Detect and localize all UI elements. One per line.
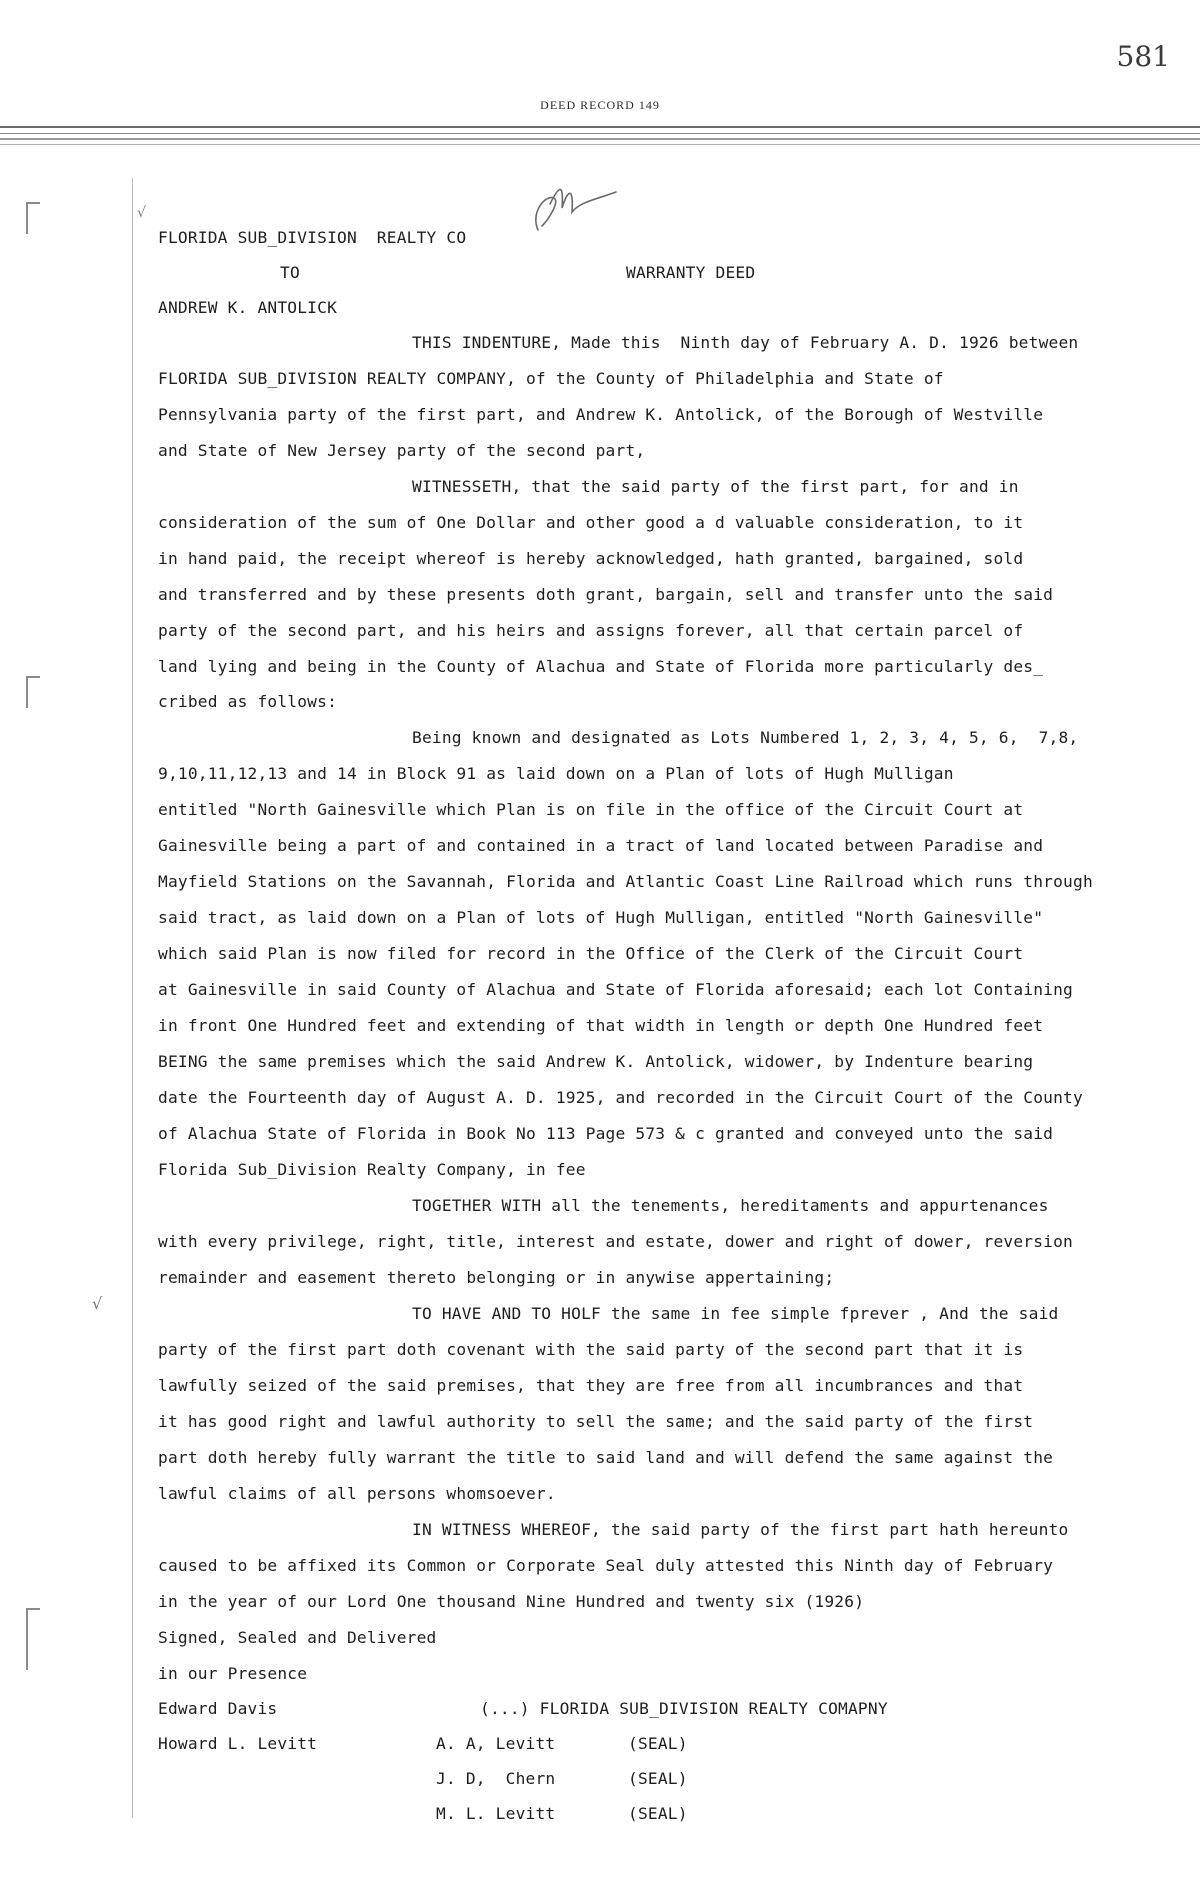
body-line: said tract, as laid down on a Plan of lots of Hugh Mulligan, entitled "North Gainesville" bbox=[158, 908, 1044, 927]
margin-bracket bbox=[26, 202, 40, 234]
header-rule bbox=[0, 138, 1200, 140]
running-head: DEED RECORD 149 bbox=[540, 98, 660, 112]
seal-label: (SEAL) bbox=[628, 1769, 688, 1788]
caption-to: TO bbox=[280, 263, 300, 282]
header-rule bbox=[0, 133, 1200, 134]
body-line: Florida Sub_Division Realty Company, in fee bbox=[158, 1160, 586, 1179]
header-rule bbox=[0, 126, 1200, 128]
body-line: date the Fourteenth day of August A. D. 1925, and recorded in the Circuit Court of the County bbox=[158, 1088, 1083, 1107]
body-line: lawfully seized of the said premises, that they are free from all incumbrances and that bbox=[158, 1376, 1024, 1395]
header-rule bbox=[0, 144, 1200, 145]
signer-name: A. A, Levitt bbox=[436, 1734, 556, 1753]
body-line: party of the second part, and his heirs and assigns forever, all that certain parcel of bbox=[158, 621, 1024, 640]
body-line: of Alachua State of Florida in Book No 113 Page 573 & c granted and conveyed unto the said bbox=[158, 1124, 1054, 1143]
witness-signature: Edward Davis bbox=[158, 1699, 278, 1718]
body-line: in hand paid, the receipt whereof is hereby acknowledged, hath granted, bargained, sold bbox=[158, 549, 1024, 568]
handwritten-initials bbox=[520, 168, 630, 248]
body-line: and State of New Jersey party of the second part, bbox=[158, 441, 646, 460]
body-line: cribed as follows: bbox=[158, 692, 338, 711]
seal-label: (SEAL) bbox=[628, 1734, 688, 1753]
body-line: FLORIDA SUB_DIVISION REALTY COMPANY, of the County of Philadelphia and State of bbox=[158, 369, 944, 388]
body-line: and transferred and by these presents doth grant, bargain, sell and transfer unto the said bbox=[158, 585, 1054, 604]
margin-bracket bbox=[26, 676, 40, 708]
body-line: party of the first part doth covenant with the said party of the second part that it is bbox=[158, 1340, 1024, 1359]
body-line: IN WITNESS WHEREOF, the said party of the first part hath hereunto bbox=[412, 1520, 1069, 1539]
body-line: Signed, Sealed and Delivered bbox=[158, 1628, 437, 1647]
margin-bracket bbox=[26, 1608, 40, 1670]
margin-border bbox=[132, 178, 133, 1818]
body-line: at Gainesville in said County of Alachua and State of Florida aforesaid; each lot Containing bbox=[158, 980, 1074, 999]
body-line: it has good right and lawful authority to sell the same; and the said party of the first bbox=[158, 1412, 1034, 1431]
body-line: Pennsylvania party of the first part, and Andrew K. Antolick, of the Borough of Westville bbox=[158, 405, 1044, 424]
body-line: Mayfield Stations on the Savannah, Florida and Atlantic Coast Line Railroad which runs through bbox=[158, 872, 1093, 891]
grantee-caption: ANDREW K. ANTOLICK bbox=[158, 298, 338, 317]
body-line: THIS INDENTURE, Made this Ninth day of February A. D. 1926 between bbox=[412, 333, 1079, 352]
body-line: 9,10,11,12,13 and 14 in Block 91 as laid down on a Plan of lots of Hugh Mulligan bbox=[158, 764, 954, 783]
body-line: Being known and designated as Lots Numbered 1, 2, 3, 4, 5, 6, 7,8, bbox=[412, 728, 1079, 747]
page-number: 581 bbox=[1116, 40, 1170, 73]
body-line: which said Plan is now filed for record in the Office of the Clerk of the Circuit Court bbox=[158, 944, 1024, 963]
body-line: with every privilege, right, title, interest and estate, dower and right of dower, reversion bbox=[158, 1232, 1074, 1251]
body-line: in our Presence bbox=[158, 1664, 308, 1683]
seal-label: (SEAL) bbox=[628, 1804, 688, 1823]
body-line: TO HAVE AND TO HOLF the same in fee simple fprever , And the said bbox=[412, 1304, 1059, 1323]
grantor-caption: FLORIDA SUB_DIVISION REALTY CO bbox=[158, 228, 467, 247]
body-line: WITNESSETH, that the said party of the first part, for and in bbox=[412, 477, 1019, 496]
signer-name: M. L. Levitt bbox=[436, 1804, 556, 1823]
body-line: caused to be affixed its Common or Corporate Seal duly attested this Ninth day of February bbox=[158, 1556, 1054, 1575]
body-line: in the year of our Lord One thousand Nine Hundred and twenty six (1926) bbox=[158, 1592, 865, 1611]
check-mark-icon: √ bbox=[92, 1294, 103, 1313]
check-mark-icon: √ bbox=[137, 205, 146, 221]
instrument-title: WARRANTY DEED bbox=[626, 263, 756, 282]
company-signature: (...) FLORIDA SUB_DIVISION REALTY COMAPNY bbox=[480, 1699, 888, 1718]
body-line: part doth hereby fully warrant the title to said land and will defend the same against the bbox=[158, 1448, 1054, 1467]
signer-name: J. D, Chern bbox=[436, 1769, 556, 1788]
witness-signature: Howard L. Levitt bbox=[158, 1734, 318, 1753]
body-line: remainder and easement thereto belonging or in anywise appertaining; bbox=[158, 1268, 835, 1287]
body-line: in front One Hundred feet and extending of that width in length or depth One Hundred feet bbox=[158, 1016, 1044, 1035]
body-line: land lying and being in the County of Alachua and State of Florida more particularly des_ bbox=[158, 657, 1044, 676]
body-line: TOGETHER WITH all the tenements, hereditaments and appurtenances bbox=[412, 1196, 1049, 1215]
body-line: Gainesville being a part of and contained in a tract of land located between Paradise and bbox=[158, 836, 1044, 855]
body-line: consideration of the sum of One Dollar and other good a d valuable consideration, to it bbox=[158, 513, 1024, 532]
body-line: entitled "North Gainesville which Plan is on file in the office of the Circuit Court at bbox=[158, 800, 1024, 819]
body-line: lawful claims of all persons whomsoever. bbox=[158, 1484, 556, 1503]
body-line: BEING the same premises which the said Andrew K. Antolick, widower, by Indenture bearing bbox=[158, 1052, 1034, 1071]
